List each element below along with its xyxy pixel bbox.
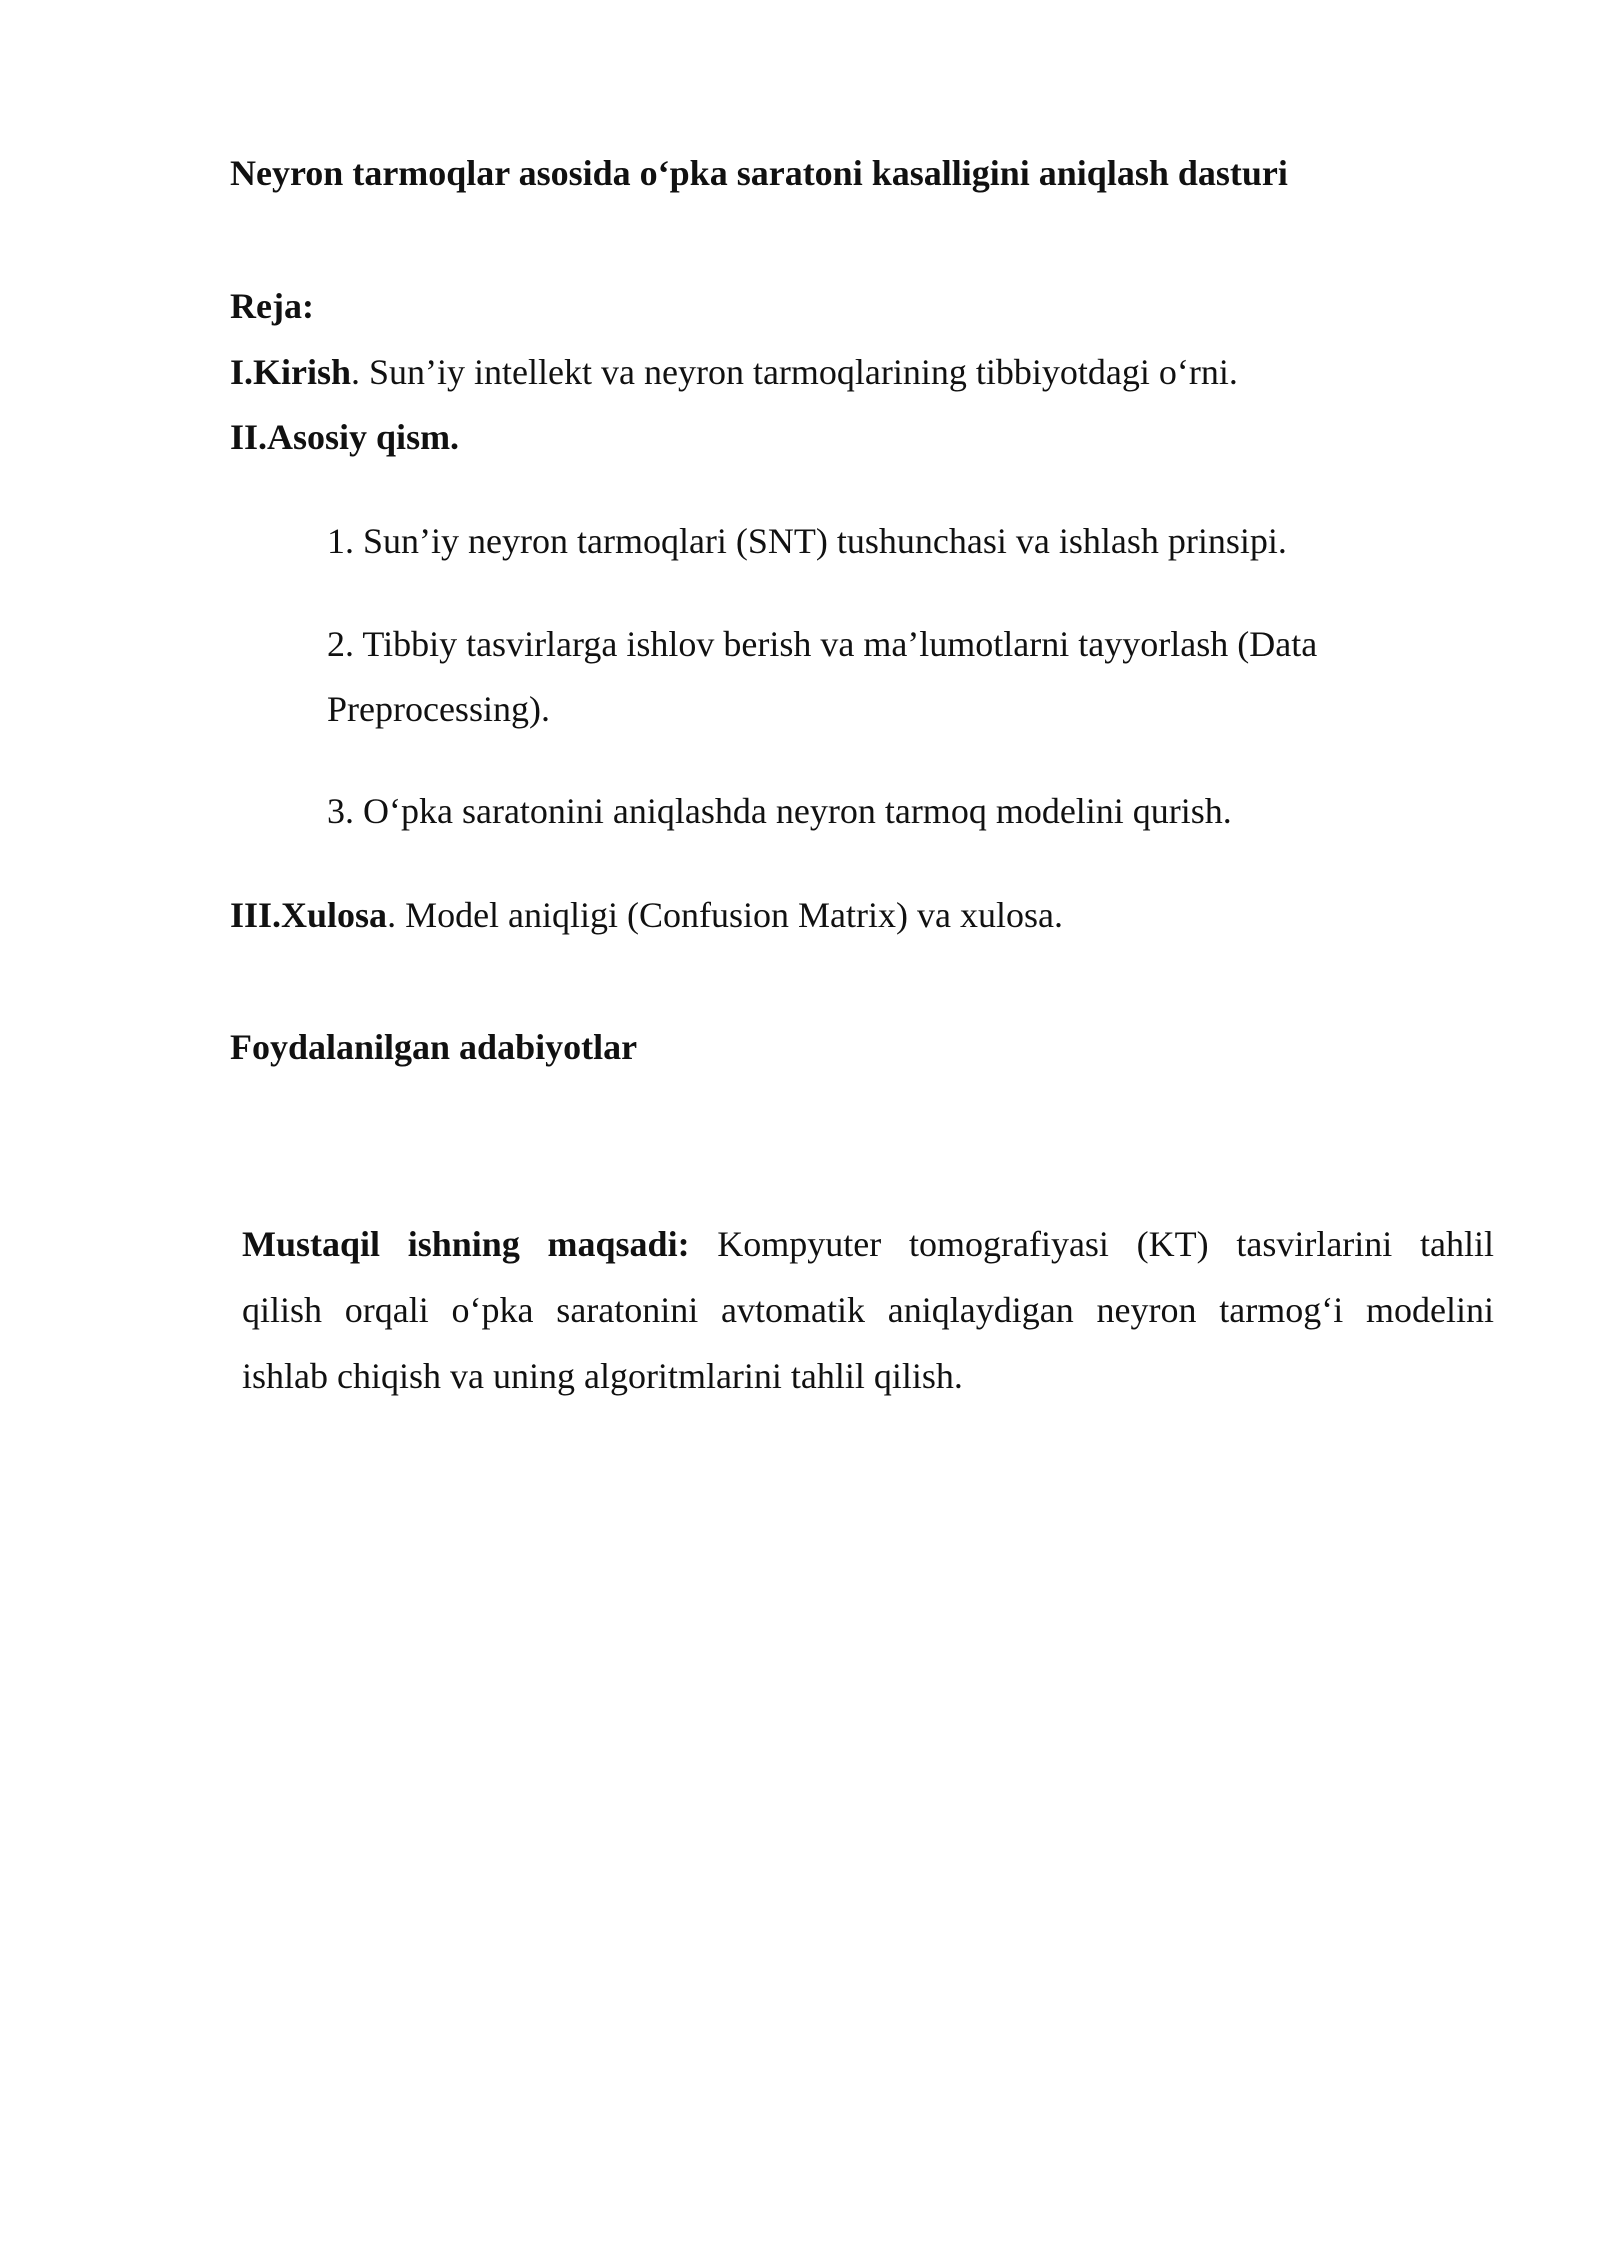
plan-conclusion — [230, 893, 1063, 937]
goal-line-2: qilish orqali o‘pka saratonini avtomatik aniqlaydigan neyron tarmog‘i modelini — [242, 1290, 1494, 1330]
references-heading: Foydalanilgan adabiyotlar — [230, 1027, 638, 1067]
plan-item-2-line-2: Preprocessing). — [327, 689, 550, 729]
plan-heading: Reja: — [230, 286, 314, 326]
plan-item-1: 1. Sun’iy neyron tarmoqlari (SNT) tushunchasi va ishlash prinsipi. — [327, 521, 1287, 561]
goal-line-1 — [242, 1222, 1494, 1266]
plan-conclusion-text: . Model aniqligi (Confusion Matrix) va xulosa. — [387, 895, 1063, 935]
goal-line-3: ishlab chiqish va uning algoritmlarini tahlil qilish. — [242, 1356, 963, 1396]
goal-label: Mustaqil ishning maqsadi: — [242, 1224, 690, 1264]
plan-intro-text: . Sun’iy intellekt va neyron tarmoqlarining tibbiyotdagi o‘rni. — [351, 352, 1238, 392]
plan-intro-label: I.Kirish — [230, 352, 352, 392]
plan-main-label: II.Asosiy qism. — [230, 417, 460, 457]
plan-item-2-line-1: 2. Tibbiy tasvirlarga ishlov berish va ma’lumotlarni tayyorlash (Data — [327, 624, 1318, 664]
plan-item-3: 3. O‘pka saratonini aniqlashda neyron tarmoq modelini qurish. — [327, 791, 1232, 831]
plan-conclusion-label: III.Xulosa — [230, 895, 388, 935]
document-title: Neyron tarmoqlar asosida o‘pka saratoni kasalligini aniqlash dasturi — [230, 153, 1288, 193]
plan-intro — [230, 350, 1238, 394]
goal-line-1-text: Kompyuter tomografiyasi (KT) tasvirlarini tahlil — [689, 1224, 1494, 1264]
